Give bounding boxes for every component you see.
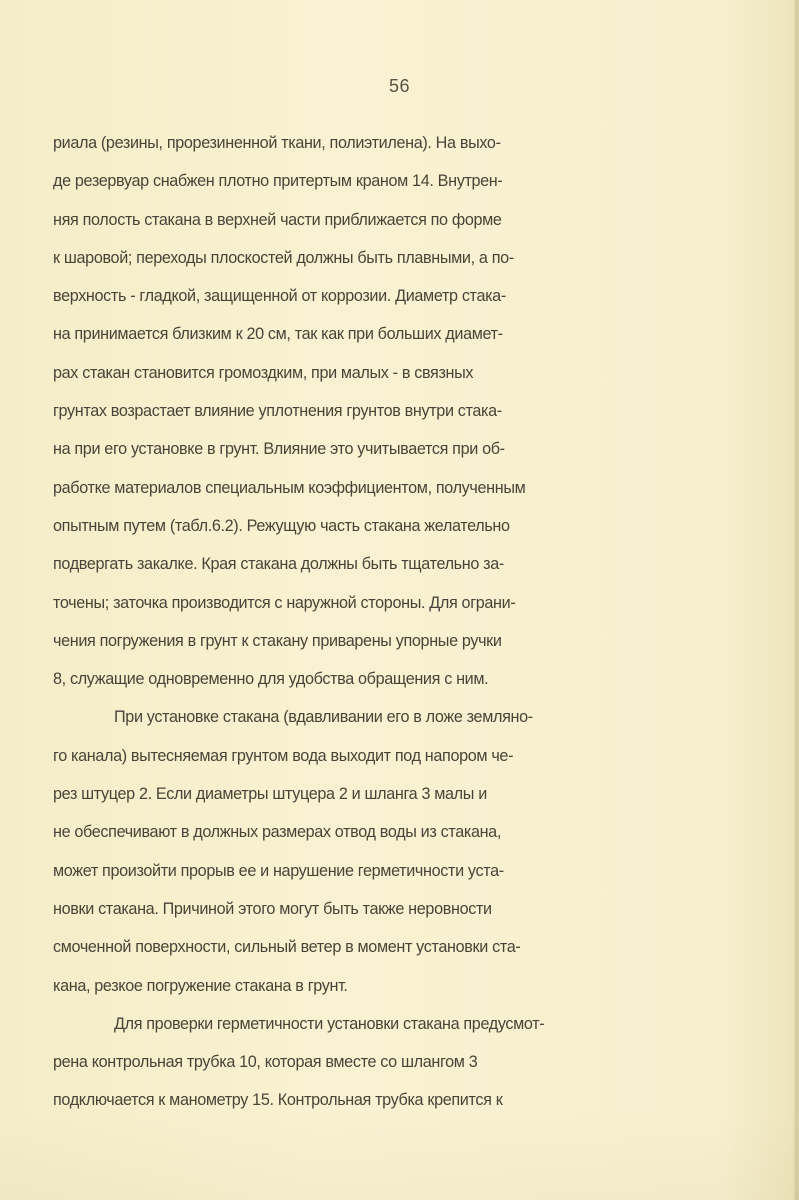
- text-line: опытным путем (табл.6.2). Режущую часть стакана желательно: [53, 516, 510, 535]
- text-line: подвергать закалке. Края стакана должны быть тщательно за-: [53, 555, 504, 574]
- page-edge: [795, 0, 799, 1200]
- text-line: рез штуцер 2. Если диаметры штуцера 2 и шланга 3 малы и: [53, 785, 487, 804]
- text-line: го канала) вытесняемая грунтом вода выходит под напором че-: [53, 746, 514, 765]
- text-line: верхность - гладкой, защищенной от коррозии. Диаметр стака-: [53, 287, 506, 306]
- paragraph: [53, 698, 753, 1004]
- text-line: рена контрольная трубка 10, которая вместе со шлангом 3: [53, 1053, 478, 1072]
- text-line: няя полость стакана в верхней части приближается по форме: [53, 210, 502, 229]
- paragraph: [53, 124, 753, 698]
- body-text: [53, 124, 753, 1120]
- text-line: грунтах возрастает влияние уплотнения грунтов внутри стака-: [53, 402, 502, 421]
- text-line: риала (резины, прорезиненной ткани, полиэтилена). На выхо-: [53, 134, 501, 152]
- text-line: чения погружения в грунт к стакану приварены упорные ручки: [53, 631, 502, 650]
- text-line: де резервуар снабжен плотно притертым краном 14. Внутрен-: [53, 172, 503, 191]
- page-number: 56: [388, 76, 411, 96]
- scan-shading: [0, 1110, 799, 1200]
- text-line: подключается к манометру 15. Контрольная трубка крепится к: [53, 1091, 503, 1110]
- text-line: на принимается близким к 20 см, так как при больших диамет-: [53, 325, 503, 344]
- text-line: к шаровой; переходы плоскостей должны быть плавными, а по-: [53, 248, 514, 267]
- text-line: Для проверки герметичности установки стакана предусмот-: [114, 1014, 545, 1033]
- text-line: может произойти прорыв ее и нарушение герметичности уста-: [53, 861, 504, 880]
- text-line: рах стакан становится громоздким, при малых - в связных: [53, 363, 474, 382]
- text-line: кана, резкое погружение стакана в грунт.: [53, 976, 348, 995]
- text-line: новки стакана. Причиной этого могут быть также неровности: [53, 899, 492, 918]
- text-line: работке материалов специальным коэффициентом, полученным: [53, 478, 526, 497]
- text-line: 8, служащие одновременно для удобства обращения с ним.: [53, 670, 489, 689]
- text-line: При установке стакана (вдавливании его в ложе земляно-: [114, 708, 533, 727]
- text-line: смоченной поверхности, сильный ветер в момент установки ста-: [53, 938, 521, 957]
- text-line: точены; заточка производится с наружной стороны. Для ограни-: [53, 593, 516, 612]
- text-line: не обеспечивают в должных размерах отвод воды из стакана,: [53, 823, 501, 842]
- paragraph: [53, 1005, 753, 1120]
- text-line: на при его установке в грунт. Влияние это учитывается при об-: [53, 440, 505, 459]
